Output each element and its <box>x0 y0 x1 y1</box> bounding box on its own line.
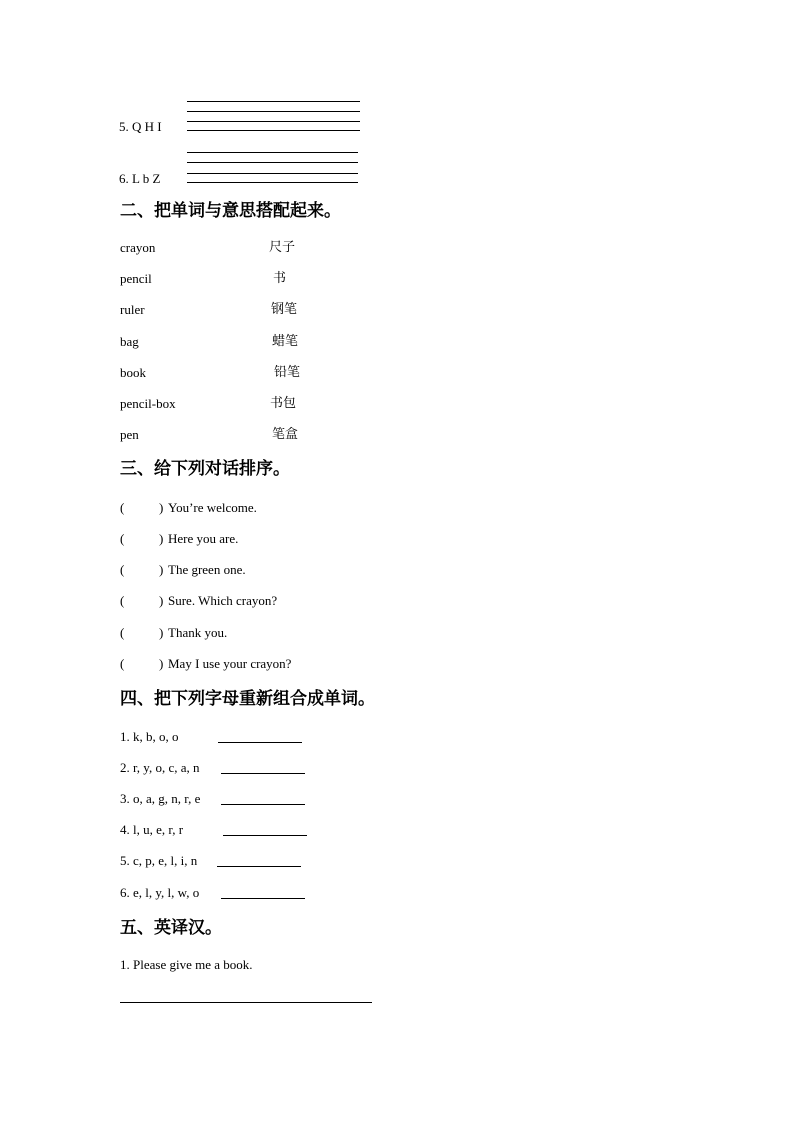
answer-line <box>217 866 301 867</box>
meaning-2: 书 <box>273 271 287 286</box>
word-pencil-box: pencil-box <box>120 396 176 411</box>
answer-line <box>218 742 302 743</box>
writing-line <box>187 130 360 131</box>
writing-line <box>187 121 360 122</box>
scramble-item: 1. k, b, o, o <box>120 729 179 744</box>
answer-paren-open: ( <box>120 593 125 608</box>
meaning-4: 蜡笔 <box>272 334 299 349</box>
writing-line <box>187 182 358 183</box>
section3-title: 三、给下列对话排序。 <box>120 459 290 479</box>
dialogue-text: You’re welcome. <box>168 500 257 515</box>
answer-paren-close: ) <box>159 500 164 515</box>
word-pen: pen <box>120 427 139 442</box>
answer-paren-open: ( <box>120 625 125 640</box>
word-crayon: crayon <box>120 240 156 255</box>
word-ruler: ruler <box>120 302 145 317</box>
dialogue-text: The green one. <box>168 562 246 577</box>
answer-line <box>221 898 305 899</box>
scramble-item: 2. r, y, o, c, a, n <box>120 760 200 775</box>
writing-line <box>187 111 360 112</box>
letter-writing-label: 6. L b Z <box>119 171 161 186</box>
answer-paren-open: ( <box>120 500 125 515</box>
writing-line <box>187 173 358 174</box>
meaning-3: 钢笔 <box>271 302 298 317</box>
writing-line <box>187 101 360 102</box>
meaning-1: 尺子 <box>269 240 296 255</box>
answer-paren-close: ) <box>159 656 164 671</box>
section5-title: 五、英译汉。 <box>120 918 222 938</box>
answer-line <box>221 804 305 805</box>
section2-title: 二、把单词与意思搭配起来。 <box>120 201 341 221</box>
writing-line <box>187 152 358 153</box>
letter-writing-label: 5. Q H I <box>119 119 162 134</box>
scramble-item: 3. o, a, g, n, r, e <box>120 791 201 806</box>
answer-paren-close: ) <box>159 593 164 608</box>
word-bag: bag <box>120 334 139 349</box>
dialogue-text: Here you are. <box>168 531 239 546</box>
answer-paren-open: ( <box>120 562 125 577</box>
writing-line <box>187 162 358 163</box>
scramble-item: 5. c, p, e, l, i, n <box>120 853 198 868</box>
answer-paren-close: ) <box>159 562 164 577</box>
answer-paren-open: ( <box>120 656 125 671</box>
dialogue-text: Thank you. <box>168 625 228 640</box>
answer-paren-close: ) <box>159 625 164 640</box>
meaning-7: 笔盒 <box>272 427 299 442</box>
answer-paren-open: ( <box>120 531 125 546</box>
dialogue-text: May I use your crayon? <box>168 656 292 671</box>
answer-line <box>223 835 307 836</box>
word-book: book <box>120 365 146 380</box>
meaning-6: 书包 <box>270 396 297 411</box>
translate-item: 1. Please give me a book. <box>120 957 253 972</box>
word-pencil: pencil <box>120 271 152 286</box>
dialogue-text: Sure. Which crayon? <box>168 593 278 608</box>
scramble-item: 4. l, u, e, r, r <box>120 822 184 837</box>
section4-title: 四、把下列字母重新组合成单词。 <box>120 689 375 709</box>
answer-paren-close: ) <box>159 531 164 546</box>
meaning-5: 铅笔 <box>274 365 301 380</box>
answer-line <box>221 773 305 774</box>
answer-line <box>120 1002 372 1003</box>
scramble-item: 6. e, l, y, l, w, o <box>120 885 200 900</box>
